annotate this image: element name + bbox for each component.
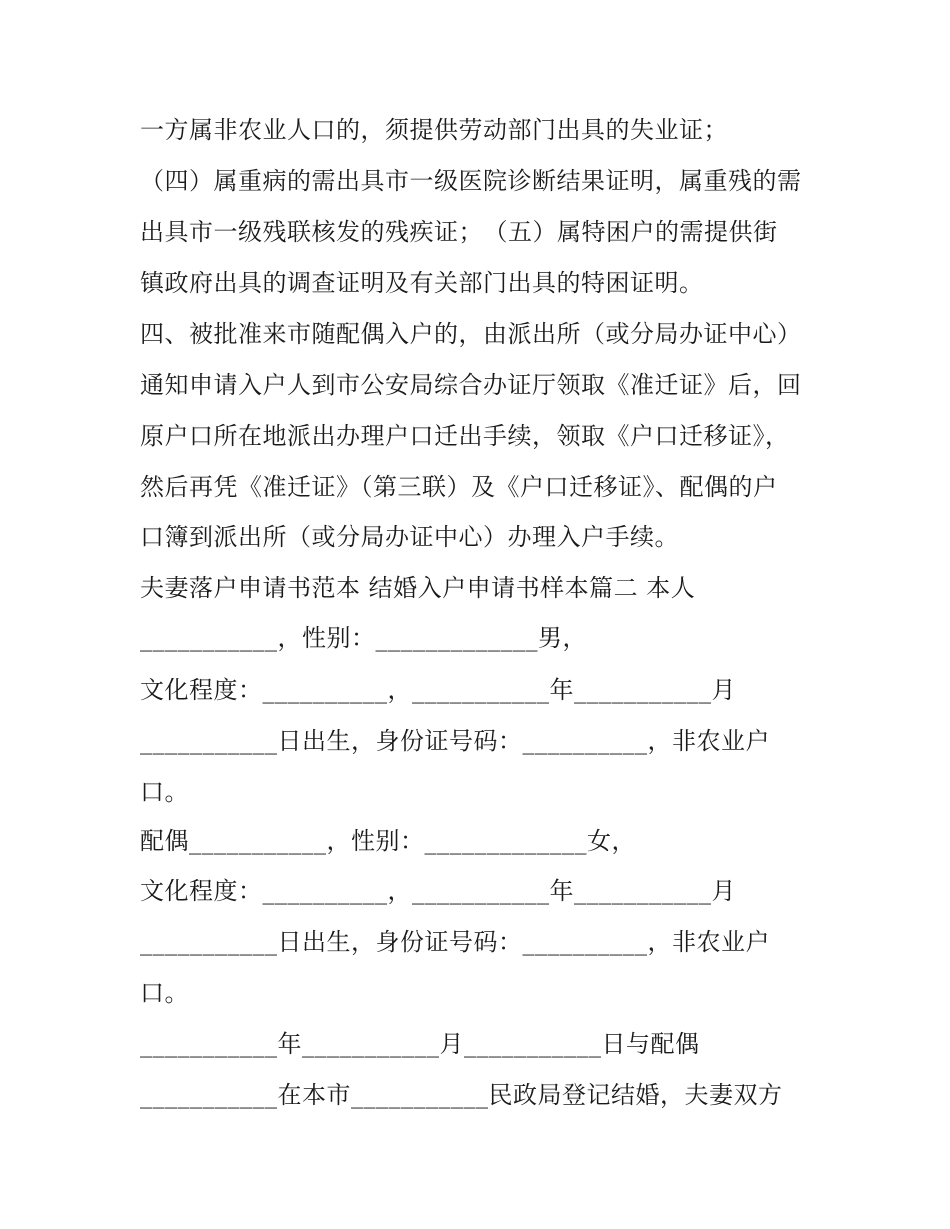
text-line-6: 通知申请入户人到市公安局综合办证厅领取《准迁证》后，回 [140, 371, 802, 399]
text-line-5: 四、被批准来市随配偶入户的，由派出所（或分局办证中心） [140, 320, 802, 348]
text-line-19: ___________年___________月___________日与配偶 [140, 1030, 700, 1058]
text-line-13: ___________日出生，身份证号码：__________，非农业户 [140, 727, 770, 755]
text-line-10: 夫妻落户申请书范本 结婚入户申请书样本篇二 本人 [140, 574, 696, 602]
text-line-8: 然后再凭《准迁证》（第三联）及《户口迁移证》、配偶的户 [140, 473, 778, 501]
text-line-1: 一方属非农业人口的，须提供劳动部门出具的失业证； [140, 116, 728, 144]
text-line-2: （四）属重病的需出具市一级医院诊断结果证明，属重残的需 [140, 167, 802, 195]
text-line-12: 文化程度：__________，___________年___________月 [140, 676, 736, 704]
text-line-14: 口。 [140, 778, 189, 806]
text-line-17: ___________日出生，身份证号码：__________，非农业户 [140, 928, 770, 956]
text-line-9: 口簿到派出所（或分局办证中心）办理入户手续。 [140, 523, 679, 551]
text-line-15: 配偶___________，性别：_____________女， [140, 827, 636, 855]
text-line-4: 镇政府出具的调查证明及有关部门出具的特困证明。 [140, 269, 704, 297]
text-line-16: 文化程度：__________，___________年___________月 [140, 877, 736, 905]
text-line-18: 口。 [140, 979, 189, 1007]
text-line-11: ___________，性别：_____________男， [140, 624, 587, 652]
text-line-20: ___________在本市___________民政局登记结婚，夫妻双方 [140, 1081, 783, 1109]
text-line-7: 原户口所在地派出办理户口迁出手续，领取《户口迁移证》， [140, 422, 790, 450]
text-line-3: 出具市一级残联核发的残疾证； （五）属特困户的需提供街 [140, 218, 778, 246]
